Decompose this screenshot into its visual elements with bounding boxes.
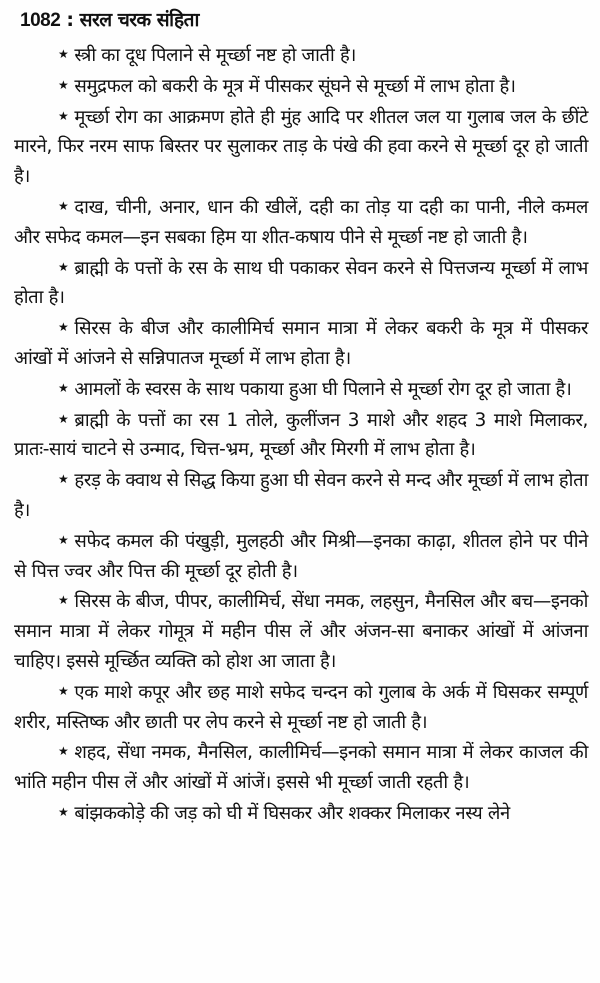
star-bullet-icon: ★ — [58, 320, 69, 335]
remedy-paragraph — [14, 192, 588, 253]
running-header — [20, 6, 199, 32]
remedy-text: हरड़ के क्वाथ से सिद्ध किया हुआ घी सेवन करने से मन्द और मूर्च्छा में लाभ होता है। — [14, 470, 588, 521]
remedy-text: सिरस के बीज और कालीमिर्च समान मात्रा में लेकर बकरी के मूत्र में पीसकर आंखों में आंजने से सन्निपातज मूर्च्छा में लाभ होता है। — [14, 318, 588, 369]
remedy-paragraph — [14, 465, 588, 526]
remedy-text: एक माशे कपूर और छह माशे सफेद चन्दन को गुलाब के अर्क में घिसकर सम्पूर्ण शरीर, मस्तिष्क और छाती पर लेप करने से मूर्च्छा नष्ट हो जाती है। — [14, 681, 588, 733]
remedy-paragraph — [14, 737, 588, 798]
remedy-text: सफेद कमल की पंखुड़ी, मुलहठी और मिश्री—इनका काढ़ा, शीतल होने पर पीने से पित्त ज्वर और पित्त की मूर्च्छा दूर होती है। — [14, 530, 588, 582]
star-bullet-icon: ★ — [58, 380, 69, 395]
star-bullet-icon: ★ — [58, 532, 69, 547]
remedy-text: समुद्रफल को बकरी के मूत्र में पीसकर सूंघने से मूर्च्छा में लाभ होता है। — [74, 75, 516, 97]
remedy-text: दाख, चीनी, अनार, धान की खीलें, दही का तोड़ या दही का पानी, नीले कमल और सफेद कमल—इन सबका हिम या शीत-कषाय पीने से मूर्च्छा नष्ट हो जाती है। — [14, 196, 588, 248]
star-bullet-icon: ★ — [58, 593, 69, 608]
page-body — [14, 40, 588, 829]
star-bullet-icon: ★ — [58, 77, 69, 92]
remedy-paragraph — [14, 526, 588, 587]
star-bullet-icon: ★ — [58, 198, 69, 213]
remedy-text: सिरस के बीज, पीपर, कालीमिर्च, सेंधा नमक, लहसुन, मैनसिल और बच—इनको समान मात्रा में लेकर गोमूत्र में महीन पीस लें और अंजन-सा बनाकर आंखों में आंजना चाहिए। इससे मूर्च्छित व्यक्ति को होश आ जाता है। — [14, 591, 588, 672]
remedy-paragraph — [14, 374, 588, 405]
star-bullet-icon: ★ — [58, 259, 69, 274]
remedy-paragraph — [14, 677, 588, 738]
remedy-paragraph — [14, 313, 588, 374]
star-bullet-icon: ★ — [58, 744, 69, 759]
remedy-paragraph — [14, 405, 588, 466]
remedy-text: आमलों के स्वरस के साथ पकाया हुआ घी पिलाने से मूर्च्छा रोग दूर हो जाता है। — [74, 378, 572, 400]
book-title: सरल चरक संहिता — [79, 9, 199, 31]
star-bullet-icon: ★ — [58, 804, 69, 819]
header-separator: : — [60, 9, 80, 31]
remedy-paragraph — [14, 71, 588, 102]
page-number: 1082 — [20, 10, 61, 31]
remedy-text: मूर्च्छा रोग का आक्रमण होते ही मुंह आदि पर शीतल जल या गुलाब जल के छींटे मारने, फिर नरम साफ बिस्तर पर सुलाकर ताड़ के पंखे की हवा करने से मूर्च्छा दूर हो जाती है। — [14, 106, 588, 188]
remedy-paragraph — [14, 253, 588, 314]
star-bullet-icon: ★ — [58, 683, 69, 698]
remedy-text: शहद, सेंधा नमक, मैनसिल, कालीमिर्च—इनको समान मात्रा में लेकर काजल की भांति महीन पीस लें और आंखों में आंजें। इससे भी मूर्च्छा जाती रहती है। — [14, 742, 588, 794]
remedy-text: ब्राह्मी के पत्तों का रस 1 तोले, कुलींजन 3 माशे और शहद 3 माशे मिलाकर, प्रातः-सायं चाटने से उन्माद, चित्त-भ्रम, मूर्च्छा और मिरगी में लाभ होता है। — [14, 409, 588, 461]
remedy-paragraph — [14, 40, 588, 71]
remedy-paragraph — [14, 798, 588, 829]
remedy-paragraph — [14, 102, 588, 192]
remedy-text: बांझककोड़े की जड़ को घी में घिसकर और शक्कर मिलाकर नस्य लेने — [74, 802, 510, 824]
star-bullet-icon: ★ — [58, 472, 69, 487]
star-bullet-icon: ★ — [58, 47, 69, 61]
star-bullet-icon: ★ — [58, 108, 69, 123]
star-bullet-icon: ★ — [58, 411, 69, 426]
remedy-text: ब्राह्मी के पत्तों के रस के साथ घी पकाकर सेवन करने से पित्तजन्य मूर्च्छा में लाभ होता है। — [14, 257, 588, 309]
remedy-text: स्त्री का दूध पिलाने से मूर्च्छा नष्ट हो जाती है। — [74, 45, 356, 66]
remedy-paragraph — [14, 586, 588, 676]
